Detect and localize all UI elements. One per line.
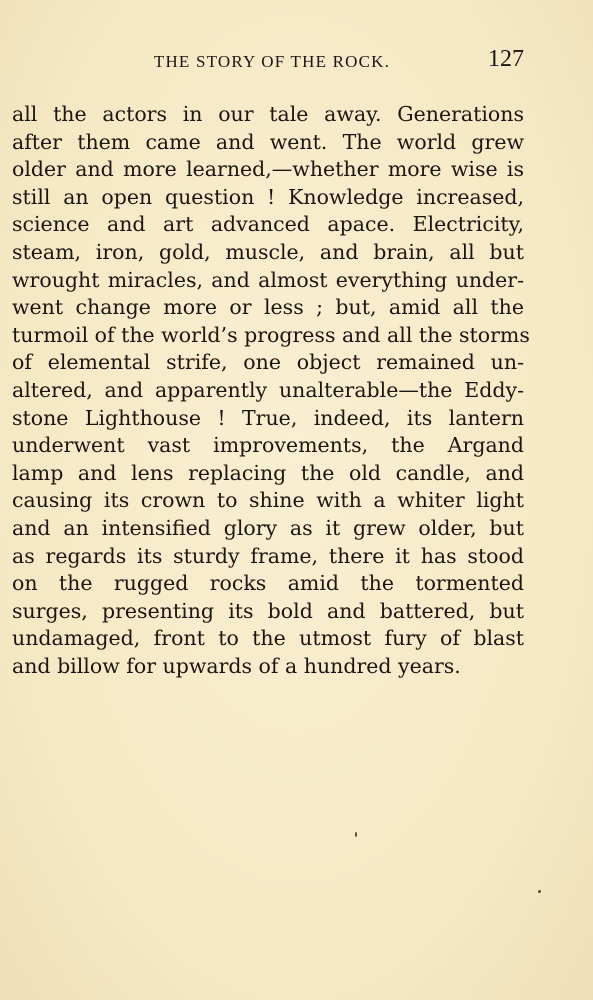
text-line: turmoil of the world’s progress and all the storms	[12, 322, 530, 347]
paper-speck	[538, 890, 541, 893]
text-line: and an intensified glory as it grew older, but	[12, 515, 524, 540]
text-line: science and art advanced apace. Electricity,	[12, 212, 524, 237]
text-line: still an open question ! Knowledge increased,	[12, 184, 524, 209]
text-line: after them came and went. The world grew	[12, 129, 524, 154]
text-line: causing its crown to shine with a whiter light	[12, 488, 524, 513]
text-line: wrought miracles, and almost everything under-	[12, 267, 524, 292]
paper-speck	[355, 832, 357, 837]
body-text	[12, 101, 530, 680]
text-line: older and more learned,—whether more wise is	[12, 157, 524, 182]
text-line: and billow for upwards of a hundred years.	[12, 653, 461, 678]
text-line: as regards its sturdy frame, there it has stood	[12, 543, 524, 568]
text-line: all the actors in our tale away. Generations	[12, 102, 524, 126]
text-line: on the rugged rocks amid the tormented	[12, 571, 524, 596]
running-title: THE STORY OF THE ROCK.	[153, 52, 391, 71]
text-line: altered, and apparently unalterable—the Eddy-	[12, 377, 524, 402]
text-line: lamp and lens replacing the old candle, and	[12, 460, 524, 485]
text-line: stone Lighthouse ! True, indeed, its lantern	[12, 405, 524, 430]
text-line: steam, iron, gold, muscle, and brain, all but	[12, 239, 524, 264]
running-head	[12, 46, 524, 74]
text-line: went change more or less ; but, amid all the	[12, 295, 524, 320]
page-number: 127	[488, 46, 524, 72]
text-line: of elemental strife, one object remained un-	[12, 350, 524, 375]
text-line: surges, presenting its bold and battered, but	[12, 598, 524, 623]
text-line: underwent vast improvements, the Argand	[12, 433, 524, 458]
text-line: undamaged, front to the utmost fury of blast	[12, 626, 524, 651]
